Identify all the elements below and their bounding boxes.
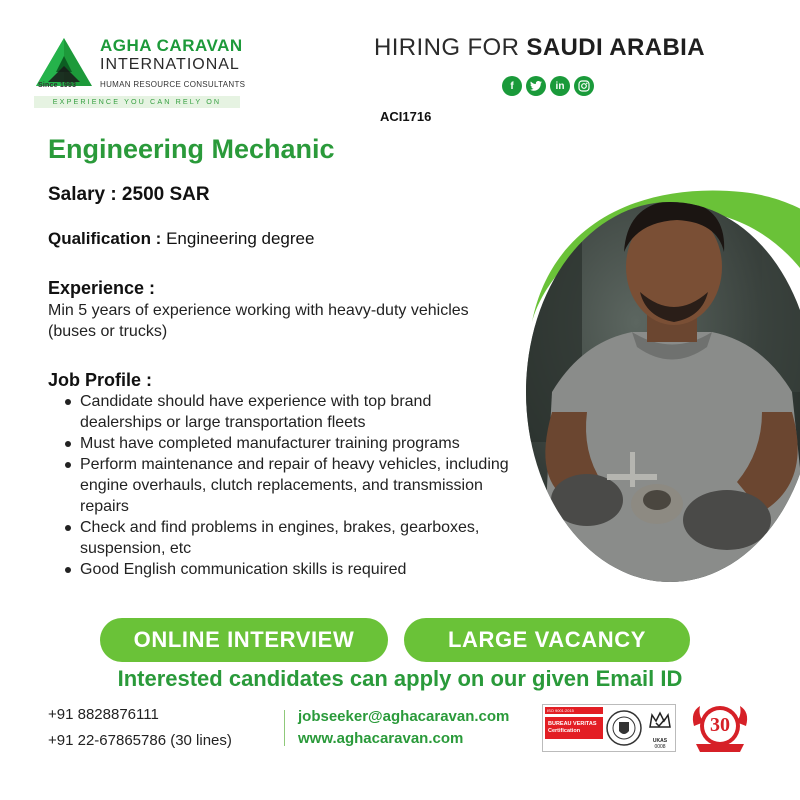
job-profile-heading: Job Profile : <box>48 370 153 390</box>
twitter-icon[interactable] <box>526 76 546 96</box>
experience-text: Min 5 years of experience working with heavy-duty vehicles (buses or trucks) <box>48 302 469 340</box>
instagram-icon[interactable] <box>574 76 594 96</box>
qualification-label: Qualification : <box>48 229 162 248</box>
hiring-prefix: HIRING FOR <box>374 34 527 61</box>
salary: Salary : 2500 SAR <box>48 184 210 205</box>
large-vacancy-button[interactable]: LARGE VACANCY <box>404 618 690 662</box>
hiring-heading <box>374 34 705 62</box>
job-profile-list <box>62 391 512 580</box>
phone-number-2[interactable]: +91 22-67865786 (30 lines) <box>48 732 232 749</box>
social-links <box>502 76 594 96</box>
online-interview-button[interactable]: ONLINE INTERVIEW <box>100 618 388 662</box>
list-item: Perform maintenance and repair of heavy vehicles, including engine overhauls, clutch replacements, and transmission repairs <box>62 454 512 517</box>
email-link[interactable]: jobseeker@aghacaravan.com <box>298 708 510 725</box>
logo-subtitle: HUMAN RESOURCE CONSULTANTS <box>100 80 246 89</box>
divider <box>284 710 285 746</box>
apply-instructions: Interested candidates can apply on our given Email ID <box>117 666 683 691</box>
list-item: Check and find problems in engines, brakes, gearboxes, suspension, etc <box>62 517 512 559</box>
phone-number-1[interactable]: +91 8828876111 <box>48 706 159 723</box>
logo-tagline: EXPERIENCE YOU CAN RELY ON <box>34 96 240 108</box>
mechanic-photo <box>512 182 800 582</box>
bureau-veritas-seal-icon <box>605 709 643 747</box>
logo-name-line2: INTERNATIONAL <box>100 56 240 73</box>
ukas-label: UKAS <box>652 738 668 744</box>
ukas-mark <box>647 709 673 750</box>
list-item: Must have completed manufacturer training programs <box>62 433 512 454</box>
list-item: Good English communication skills is required <box>62 559 512 580</box>
list-item: Candidate should have experience with top brand dealerships or large transportation fleets <box>62 391 512 433</box>
iso-label: ISO 9001:2015 <box>545 707 603 714</box>
job-reference: ACI1716 <box>380 109 432 124</box>
30-years-badge <box>688 702 752 754</box>
website-link[interactable]: www.aghacaravan.com <box>298 730 464 747</box>
experience-heading: Experience : <box>48 278 156 298</box>
ukas-code: 0008 <box>654 744 666 750</box>
bureau-veritas-label: BUREAU VERITAS Certification <box>545 717 603 739</box>
linkedin-icon[interactable]: in <box>550 76 570 96</box>
ukas-crown-icon <box>647 709 673 733</box>
hiring-country: SAUDI ARABIA <box>526 34 705 61</box>
logo-since: Since 1993 <box>38 82 77 89</box>
qualification-value: Engineering degree <box>161 229 315 248</box>
job-title: Engineering Mechanic <box>48 134 335 164</box>
certification-badge <box>542 704 676 752</box>
qualification <box>48 229 314 249</box>
facebook-icon[interactable]: f <box>502 76 522 96</box>
logo-name-line1: AGHA CARAVAN <box>100 36 243 55</box>
anniversary-number: 30 <box>710 714 730 736</box>
